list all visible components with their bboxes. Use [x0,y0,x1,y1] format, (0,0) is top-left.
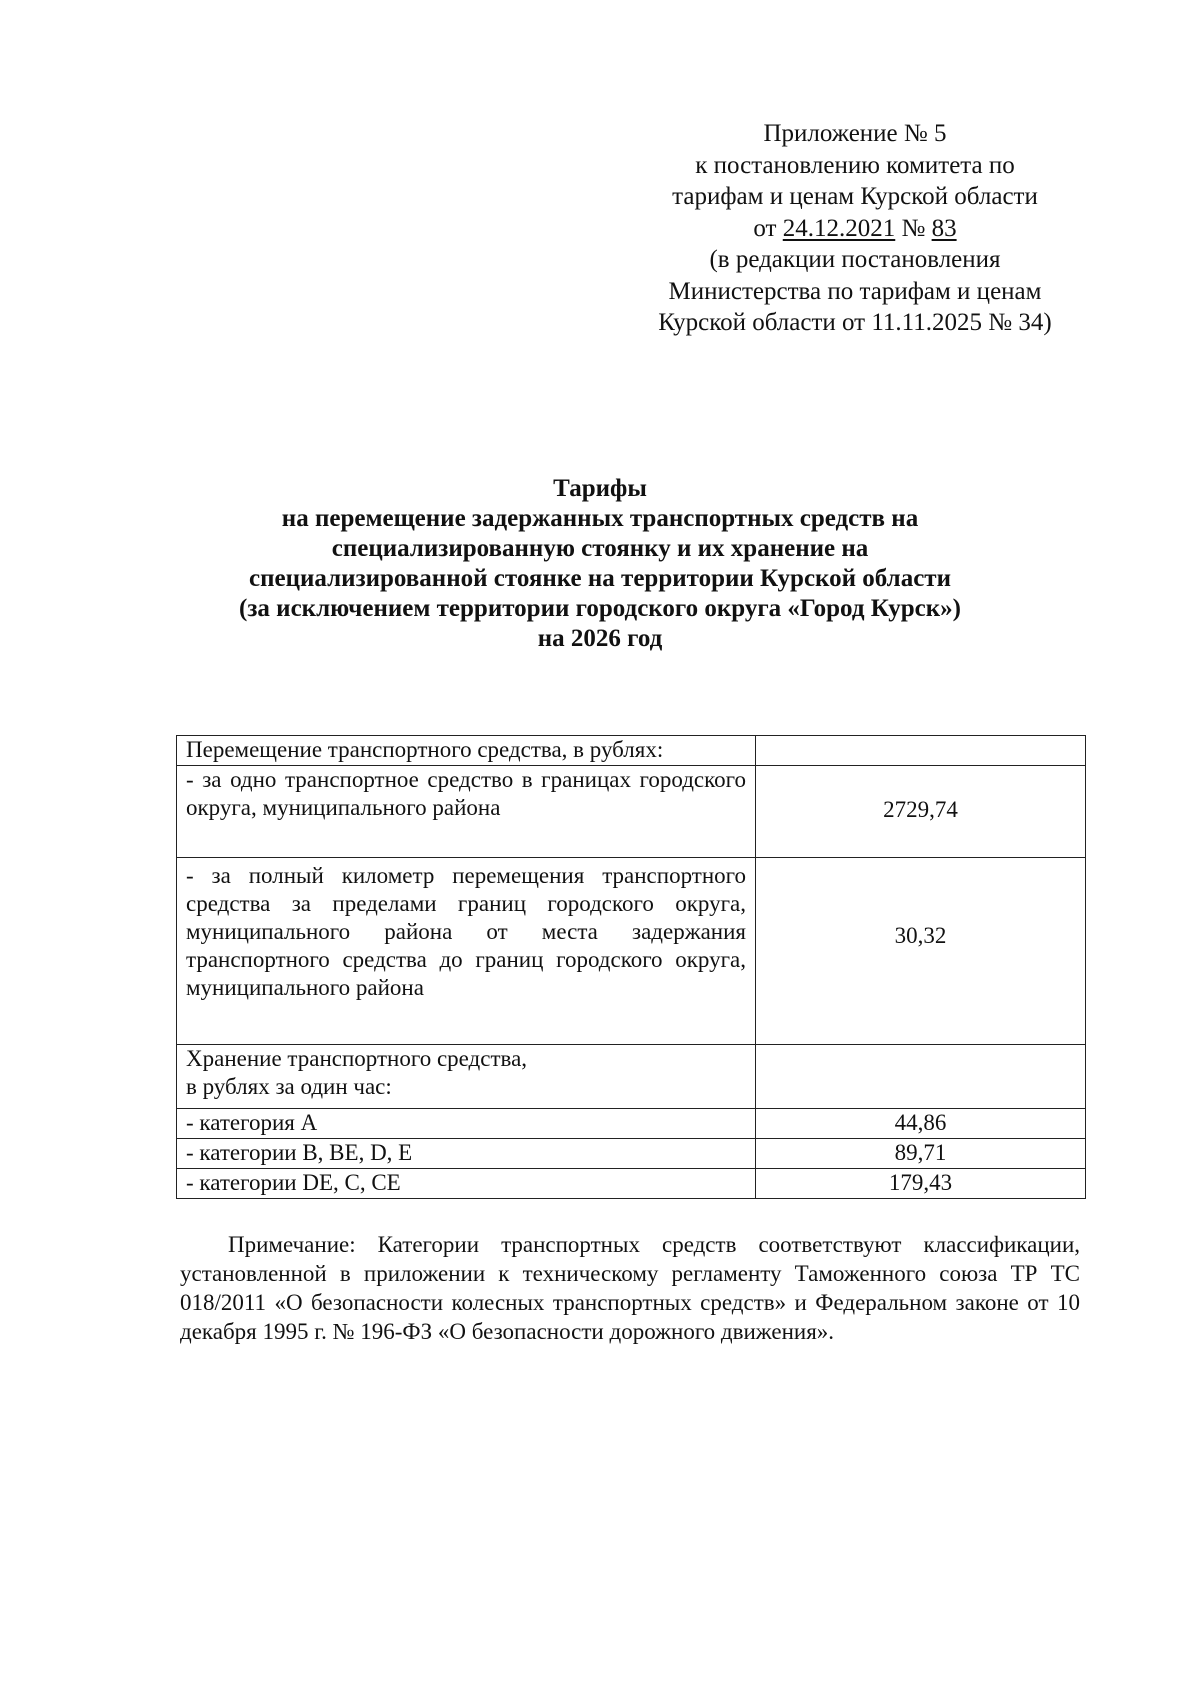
appendix-reference-line: тарифам и ценам Курской области [672,183,1038,210]
row-description: - категории B, BE, D, E [177,1139,756,1169]
row-value [756,766,1086,858]
row-value [756,858,1086,1045]
table-row [177,1109,1086,1139]
resolution-date-prefix: от [753,214,783,242]
row-description [177,858,756,1045]
appendix-number: Приложение № 5 [763,120,947,147]
table-row [177,766,1086,858]
table-row [177,858,1086,1045]
table-row [177,1139,1086,1169]
table-row [177,736,1086,766]
title-line: на 2026 год [537,625,663,652]
resolution-number: 83 [931,214,957,242]
title-line: (за исключением территории городского округа «Город Курск») [239,595,961,622]
title-line: на перемещение задержанных транспортных средств на [281,505,919,532]
table-row [177,1045,1086,1109]
row-description-line: Хранение транспортного средства, [186,1046,528,1071]
row-description: - категории DE, C, CE [177,1169,756,1199]
title-line: специализированной стоянке на территории Курской области [249,565,951,592]
title-line: Тарифы [553,475,647,502]
tariffs-table [176,735,1086,1199]
footnote: Примечание: Категории транспортных средств соответствуют классификации, установленной в приложении к техническому регламенту Таможенного союза ТР ТС 018/2011 «О безопасности колесных транспортных средств» и Федеральном законе от 10 декабря 1995 г. № 196-ФЗ «О безопасности дорожного движения». [180,1232,1080,1344]
row-value: 179,43 [756,1169,1086,1199]
title-line: специализированную стоянку и их хранение на [331,535,869,562]
row-description-line: в рублях за один час: [186,1074,392,1099]
resolution-date: 24.12.2021 [782,214,896,242]
row-description: - за одно транспортное средство в границах городского округа, муниципального района [177,766,756,858]
row-value: 89,71 [756,1139,1086,1169]
row-value [756,736,1086,766]
row-description: - категория A [177,1109,756,1139]
resolution-date-line [620,213,1090,245]
resolution-number-sign: № [895,214,932,242]
row-value [756,1045,1086,1109]
tariff-value: 2729,74 [883,797,958,822]
tariff-value: 30,32 [894,923,947,948]
row-description [177,1045,756,1109]
revision-line: Министерства по тарифам и ценам [668,277,1042,305]
row-description-text: - за полный километр перемещения транспортного средства за пределами границ городского округа, муниципального района от места задержания транспортного средства до границ городского округа, муниципального района [186,863,746,1000]
appendix-header [620,118,1090,339]
appendix-reference-line: к постановлению комитета по [695,151,1015,179]
document-title [140,474,1060,654]
table-row [177,1169,1086,1199]
revision-line: (в редакции постановления [709,246,1001,273]
row-description: Перемещение транспортного средства, в рублях: [177,736,756,766]
revision-line: Курской области от 11.11.2025 № 34) [658,309,1052,336]
row-value: 44,86 [756,1109,1086,1139]
